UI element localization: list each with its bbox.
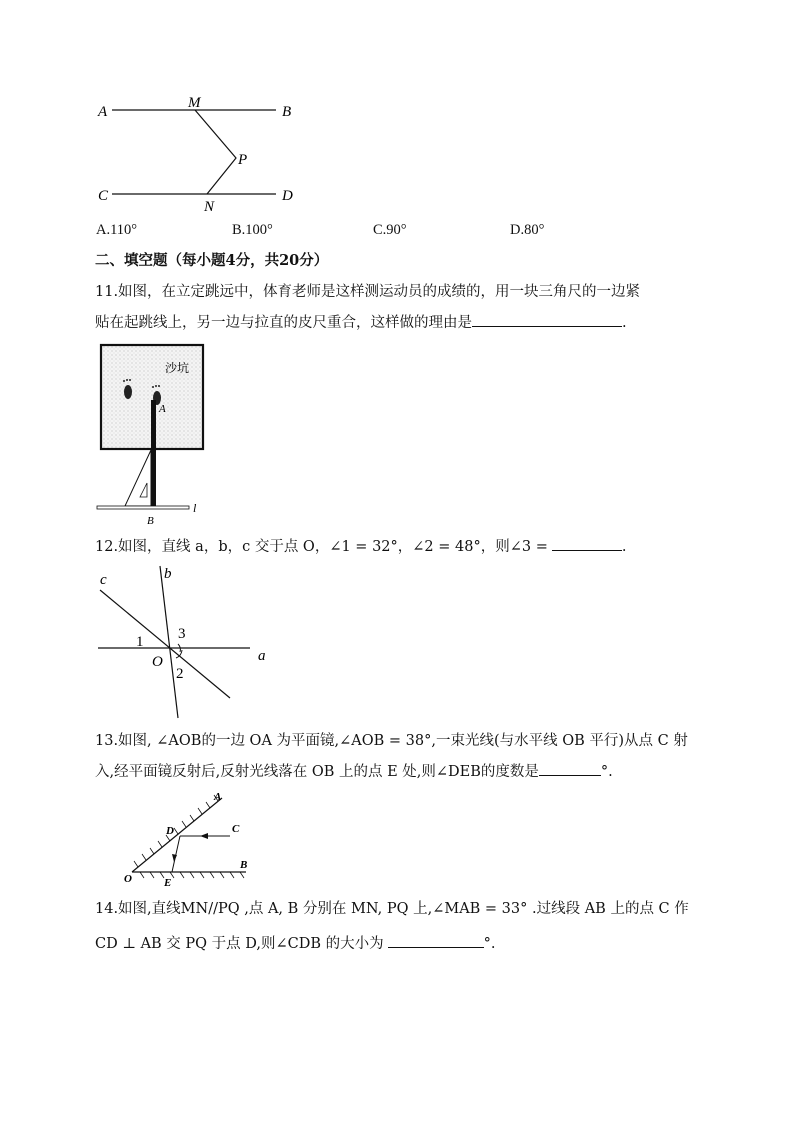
label-O: O xyxy=(152,654,163,670)
option-d: D.80° xyxy=(510,222,545,238)
label-A: A xyxy=(159,403,166,415)
option-c: C.90° xyxy=(373,222,407,238)
angle-1-label: 1 xyxy=(136,634,144,650)
option-b: B.100° xyxy=(232,222,273,238)
label-B: B xyxy=(282,104,292,120)
q11-end: . xyxy=(622,315,627,331)
label-M: M xyxy=(188,95,201,111)
q14-line1: 14.如图,直线MN//PQ ,点 A, B 分别在 MN, PQ 上,∠MAB = 33° .过线段 AB 上的点 C 作 xyxy=(95,901,689,917)
answer-blank xyxy=(539,761,601,776)
label-D: D xyxy=(166,825,174,837)
q12-end: . xyxy=(621,539,627,555)
figure-parallel-lines-mpn xyxy=(90,92,310,214)
q12-stem: 12.如图，直线 a，b，c 交于点 O，∠1 = 32°，∠2 = 48°，则∠3 = xyxy=(95,539,548,555)
label-l: l xyxy=(193,501,197,515)
q14-end: °. xyxy=(483,936,496,952)
label-A: A xyxy=(98,104,108,120)
figure-mirror-reflection xyxy=(122,790,262,888)
section-title: 二、填空题（每小题4分，共20分） xyxy=(95,252,329,269)
answer-blank xyxy=(472,312,622,327)
q13-line1: 13.如图, ∠AOB的一边 OA 为平面镜,∠AOB = 38°,一束光线(与水平线 OB 平行)从点 C 射 xyxy=(95,733,688,749)
label-D: D xyxy=(282,188,293,204)
angle-2-label: 2 xyxy=(176,666,184,682)
answer-blank xyxy=(388,933,484,948)
q11-line2-text: 贴在起跳线上，另一边与拉直的皮尺重合，这样做的理由是 xyxy=(95,315,472,331)
label-c: c xyxy=(100,572,107,588)
q11-line2 xyxy=(95,312,627,333)
answer-blank xyxy=(552,536,622,551)
label-E: E xyxy=(164,877,172,888)
q13-line2 xyxy=(95,761,613,782)
q12-text xyxy=(95,536,626,557)
figure-long-jump xyxy=(95,342,207,528)
label-C: C xyxy=(232,823,240,835)
label-O: O xyxy=(124,873,132,885)
figure-three-lines xyxy=(92,562,278,722)
label-N: N xyxy=(204,199,215,214)
label-C: C xyxy=(98,188,109,204)
label-B: B xyxy=(147,515,154,527)
label-P: P xyxy=(238,152,248,168)
option-a: A.110° xyxy=(96,222,138,238)
angle-3-label: 3 xyxy=(178,626,186,642)
q13-end: °. xyxy=(600,764,613,780)
q11-line1: 11.如图，在立定跳远中，体育老师是这样测运动员的成绩的，用一块三角尺的一边紧 xyxy=(95,284,641,300)
pit-label: 沙坑 xyxy=(165,361,190,375)
q14-line2 xyxy=(95,933,496,954)
label-A: A xyxy=(214,791,222,803)
label-b: b xyxy=(164,566,172,582)
label-B: B xyxy=(240,859,248,871)
label-a: a xyxy=(258,648,266,664)
q14-line2-text: CD ⊥ AB 交 PQ 于点 D,则∠CDB 的大小为 xyxy=(95,936,384,952)
q13-line2-text: 入,经平面镜反射后,反射光线落在 OB 上的点 E 处,则∠DEB的度数是 xyxy=(95,764,539,780)
